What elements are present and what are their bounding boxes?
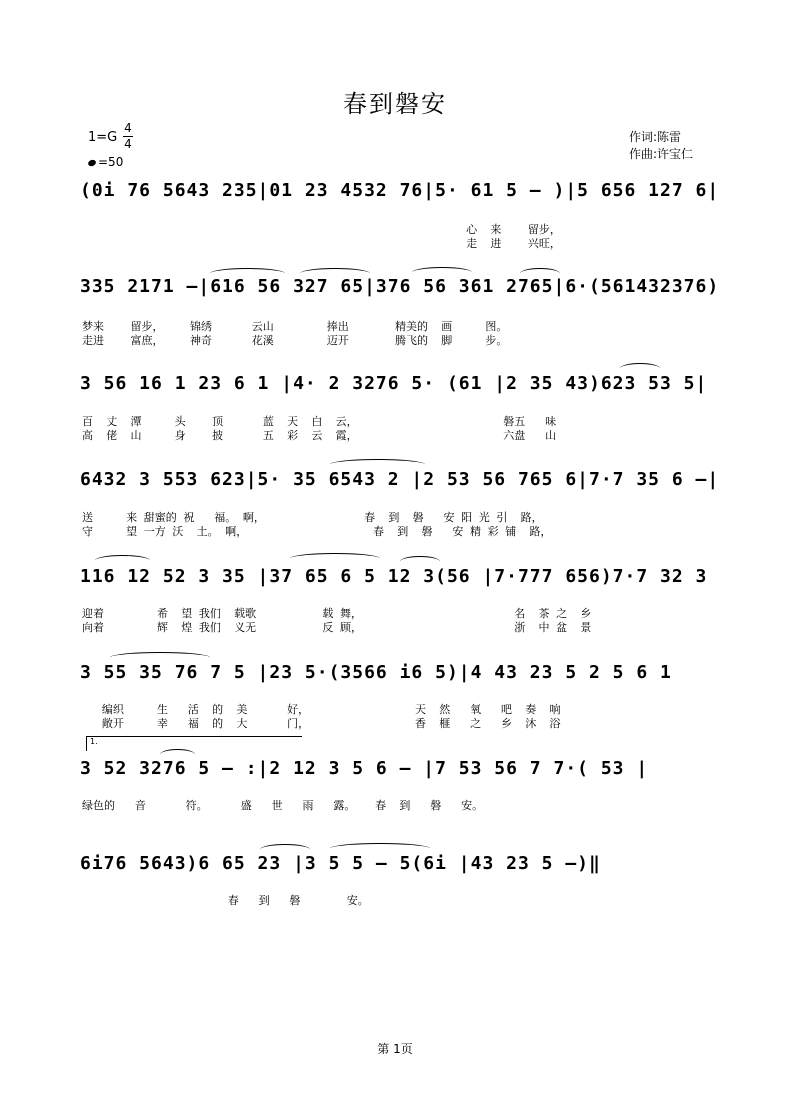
slur-mark: [330, 459, 425, 470]
lyrics-5-verse-2: 向着 辉 煌 我们 义无 反 顾， 浙 中 盆 景: [82, 621, 592, 634]
page-number: 第 1页: [377, 1042, 413, 1056]
slur-mark: [620, 363, 660, 374]
slur-mark: [330, 843, 430, 854]
lyrics-5-verse-1: 迎着 希 望 我们 载歌 载 舞， 名 茶 之 乡: [82, 607, 592, 620]
composer-credit: 作曲:许宝仁: [629, 147, 694, 161]
slur-mark: [95, 555, 150, 566]
slur-mark: [210, 268, 285, 279]
lyrics-4-verse-1: 送 来 甜蜜的 祝 福。 啊， 春 到 磐 安 阳 光 引 路，: [82, 511, 543, 524]
volta-label: 1.: [90, 737, 98, 746]
lyrics-2-verse-2: 走进 富庶， 神奇 花溪 迈开 腾飞的 脚 步。: [82, 334, 508, 347]
notation-line-8: 6i76 5643)6 65 23 |3 5 5 – 5(6i |43 23 5 –)‖: [80, 853, 601, 874]
notation-line-2: 335 2171 –|616 56 327 65|376 56 361 2765|6·(561432376): [80, 276, 720, 297]
lyrics-2-verse-1: 梦来 留步， 锦绣 云山 捧出 精美的 画 图。: [82, 320, 508, 333]
lyrics-3-verse-1: 百 丈 潭 头 顶 蓝 天 白 云， 磐五 味: [82, 415, 557, 428]
lyrics-6-verse-1: 编织 生 活 的 美 好， 天 然 氧 吧 奏 响: [82, 703, 561, 716]
time-sig-bottom: 4: [124, 137, 132, 151]
quarter-note-icon: [87, 159, 97, 167]
song-title: 春到磐安: [343, 90, 447, 118]
notation-line-4: 6432 3 553 623|5· 35 6543 2 |2 53 56 765 6|7·7 35 6 –|: [80, 469, 720, 490]
notation-line-3: 3 56 16 1 23 6 1 |4· 2 3276 5· (61 |2 35 43)623 53 5|: [80, 373, 708, 394]
lyricist-credit: 作词:陈雷: [629, 130, 682, 144]
notation-line-6: 3 55 35 76 7 5 |23 5·(3566 i6 5)|4 43 23 5 2 5 6 1: [80, 662, 672, 683]
slur-mark: [520, 268, 560, 279]
lyrics-4-verse-2: 守 望 一方 沃 土。 啊， 春 到 磐 安 精 彩 铺 路，: [82, 525, 552, 538]
slur-mark: [110, 652, 210, 663]
lyrics-1-verse-1: 心 来 留步，: [82, 223, 561, 236]
notation-line-7: 3 52 3276 5 – :|2 12 3 5 6 – |7 53 56 7 7·( 53 |: [80, 758, 649, 779]
lyrics-8: 春 到 磐 安。: [82, 894, 369, 907]
lyrics-1-verse-2: 走 进 兴旺，: [82, 237, 561, 250]
tempo-value: =50: [98, 155, 124, 169]
time-signature: [123, 121, 133, 152]
slur-mark: [412, 267, 472, 278]
lyrics-3-verse-2: 高 佬 山 身 披 五 彩 云 霞， 六盘 山: [82, 429, 557, 442]
slur-mark: [160, 749, 195, 760]
slur-mark: [260, 844, 310, 855]
first-ending-bracket: [86, 736, 302, 751]
time-sig-top: 4: [124, 121, 132, 135]
tempo-marking: [88, 155, 123, 169]
slur-mark: [300, 268, 370, 279]
slur-mark: [400, 556, 440, 567]
notation-line-5: 116 12 52 3 35 |37 65 6 5 12 3(56 |7·777 656)7·7 32 3: [80, 566, 708, 587]
lyrics-6-verse-2: 敞开 幸 福 的 大 门， 香 榧 之 乡 沐 浴: [82, 717, 561, 730]
key-signature: 1=G: [88, 130, 118, 145]
lyrics-7: 绿色的 音 符。 盛 世 雨 露。 春 到 磐 安。: [82, 799, 484, 812]
notation-line-1: (0i 76 5643 235|01 23 4532 76|5· 61 5 – )|5 656 127 6|: [80, 180, 720, 201]
slur-mark: [290, 553, 380, 564]
